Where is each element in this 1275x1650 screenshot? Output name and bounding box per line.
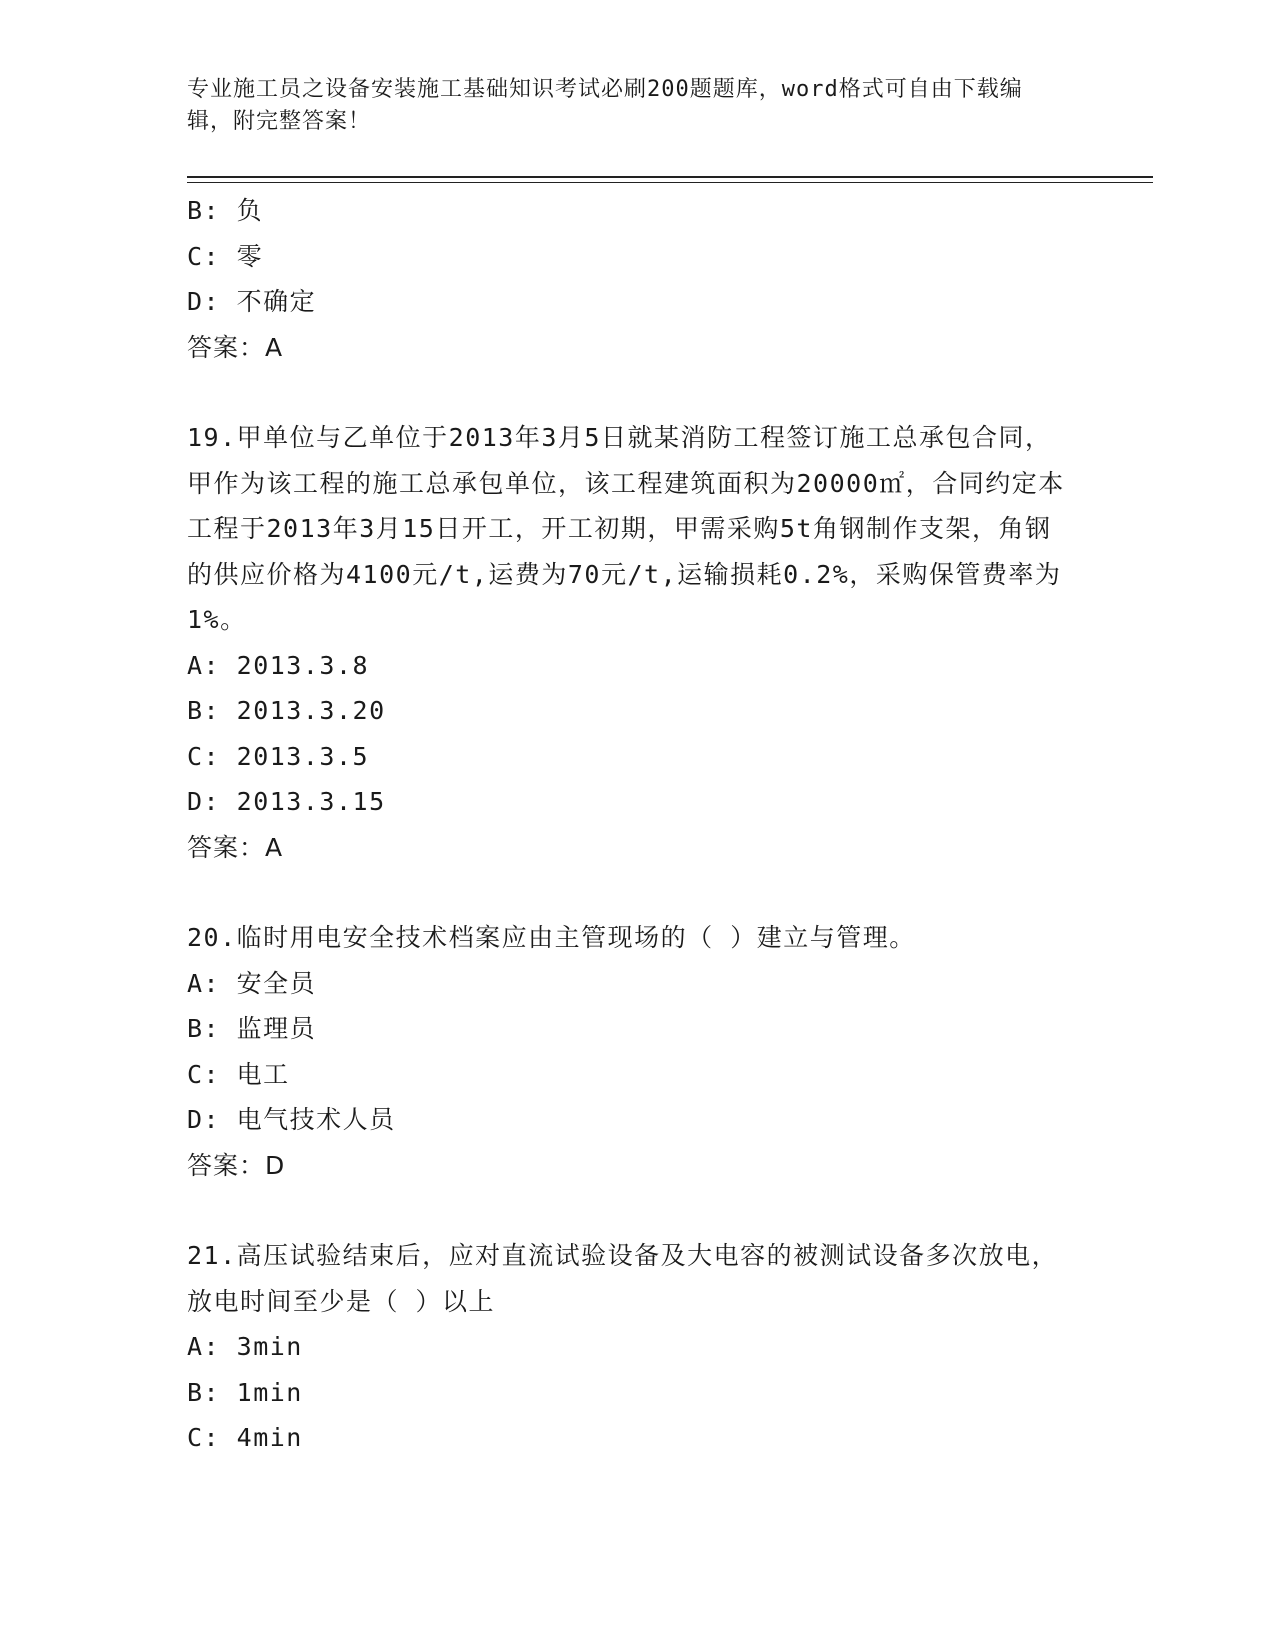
question-21	[187, 1233, 1077, 1461]
question-18-continued	[187, 188, 1077, 370]
header-divider-thin	[187, 182, 1153, 183]
option-d: D: 2013.3.15	[187, 787, 386, 816]
header-divider-thick	[187, 176, 1153, 178]
option-c: C: 2013.3.5	[187, 741, 370, 771]
answer: 答案：D	[187, 1150, 286, 1180]
option-c: C: 4min	[187, 1423, 303, 1452]
question-20	[187, 915, 1077, 1188]
option-b: B: 1min	[187, 1377, 303, 1407]
option-c: C: 零	[187, 241, 264, 271]
option-d: D: 不确定	[187, 287, 317, 316]
question-text: 20.临时用电安全技术档案应由主管现场的（ ）建立与管理。	[187, 923, 916, 952]
answer: 答案：A	[187, 832, 284, 862]
option-a: A: 安全员	[187, 968, 317, 998]
option-b: B: 负	[187, 196, 264, 225]
document-header: 专业施工员之设备安装施工基础知识考试必刷200题题库，word格式可自由下载编辑，附完整答案！	[187, 77, 1023, 134]
question-text: 19.甲单位与乙单位于2013年3月5日就某消防工程签订施工总承包合同，甲作为该工程的施工总承包单位，该工程建筑面积为20000㎡，合同约定本工程于2013年3月15日开工，开工初期，甲需采购5t角钢制作支架，角钢的供应价格为4100元/t,运费为70元/t,运输损耗0.2%，采购保管费率为1%。	[187, 423, 1065, 634]
option-d: D: 电气技术人员	[187, 1105, 396, 1134]
option-b: B: 监理员	[187, 1014, 317, 1043]
question-text: 21.高压试验结束后，应对直流试验设备及大电容的被测试设备多次放电，放电时间至少是（ ）以上	[187, 1241, 1059, 1316]
question-content	[187, 188, 1077, 1461]
answer: 答案：A	[187, 332, 284, 362]
option-a: A: 3min	[187, 1332, 303, 1361]
option-a: A: 2013.3.8	[187, 650, 370, 680]
option-c: C: 电工	[187, 1059, 290, 1089]
question-19	[187, 415, 1077, 870]
option-b: B: 2013.3.20	[187, 696, 386, 725]
